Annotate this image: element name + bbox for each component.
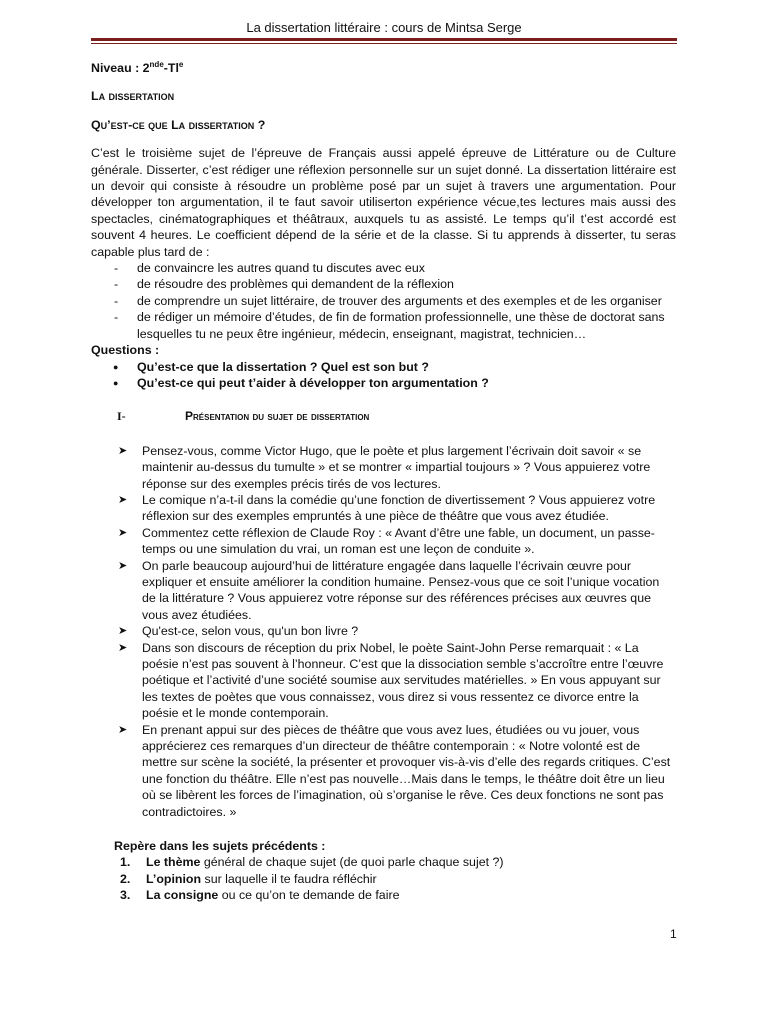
intro-paragraph: C’est le troisième sujet de l’épreuve de Français aussi appelé épreuve de Littérature ou de Culture générale. Disserter, c’est rédiger une réflexion personnelle sur un sujet donné. La dissertation littéraire est un devoir qui consiste à résoudre un problème posé par un sujet à travers une argumentation. Pour développer ton argumentation, il te faut savoir utiliserton expérience vécue,tes lectures mais aussi des spectacles, cinématographiques et théâtraux, auxquels tu as assisté. Le temps qu’il t’est accordé est souvent 4 heures. Le coefficient dépend de la série et de la classe. Si tu apprends à disserter, tu seras capable plus tard de : [91,146,676,259]
list-item: - de convaincre les autres quand tu discutes avec eux [91,260,676,276]
capabilities-list [91,260,676,342]
section-title: Présentation du sujet de dissertation [185,409,370,424]
list-item: ● Qu’est-ce que la dissertation ? Quel est son but ? [91,359,676,375]
list-item: 3. La consigne ou ce qu’on te demande de faire [120,888,400,903]
list-item: - de comprendre un sujet littéraire, de trouver des arguments et des exemples et de les organiser [91,293,676,309]
list-item: ➤ Dans son discours de réception du prix Nobel, le poète Saint-John Perse remarquait : « La poésie n’est pas souvent à l’honneur. C’est que la dissociation semble s’accroître entre l’œuvre poétique et l’activité d’une société soumise aux servitudes matérielles. » En vous appuyant sur les textes de poètes que vous connaissez, vous direz si vous ressentez ce divorce entre la poésie et le monde contemporain. [91,640,676,722]
list-item: ● Qu’est-ce qui peut t’aider à développer ton argumentation ? [91,375,676,391]
list-item: ➤ On parle beaucoup aujourd’hui de littérature engagée dans laquelle l’écrivain œuvre pour expliquer et ensuite améliorer la condition humaine. Pensez-vous que ce soit l’unique vocation de la littérature ? Vous appuierez votre réponse sur des références précises aux œuvres que vous avez étudiées. [91,558,676,624]
header-rule-thin [91,43,677,44]
heading-dissertation: La dissertation [91,89,175,104]
list-item: ➤ Le comique n’a-t-il dans la comédie qu’une fonction de divertissement ? Vous appuierez votre réflexion sur des exemples empruntés à une pièce de théâtre que vous avez étudiée. [91,492,676,525]
list-item: - de rédiger un mémoire d’études, de fin de formation professionnelle, une thèse de doctorat sans lesquelles tu ne peux être ingénieur, médecin, enseignant, magistrat, technicien… [91,309,676,342]
list-item: ➤ Qu'est-ce, selon vous, qu'un bon livre ? [91,623,676,639]
questions-title: Questions : [91,343,160,358]
page-number: 1 [670,927,677,941]
list-item: ➤ Pensez-vous, comme Victor Hugo, que le poète et plus largement l’écrivain doit savoir « se maintenir au-dessus du tumulte » et se montrer « impartial toujours » ? Vous appuierez votre réponse sur des exemples précis tirés de vos lectures. [91,443,676,492]
list-item: ➤ En prenant appui sur des pièces de théâtre que vous avez lues, étudiées ou vu jouer, vous apprécierez ces remarques d’un directeur de théâtre contemporain : « Notre volonté est de mettre sur scène la société, la présenter et provoquer vis-à-vis d’elle des regards critiques. C’est une fonction du théâtre. Elle n’est pas nouvelle…Mais dans le temps, le théâtre doit être un lieu où se libèrent les forces de l’imagination, où s’organise le rêve. Ces deux fonctions ne sont pas contradictoires. » [91,722,676,820]
list-item: ➤ Commentez cette réflexion de Claude Roy : « Avant d’être une fable, un document, un passe-temps ou une simulation du vrai, un roman est une leçon de conduite ». [91,525,676,558]
level-line: Niveau : 2nde-Tl$^e$ [91,59,184,75]
header-rule-thick [91,38,677,41]
document-body [91,60,676,904]
list-item: 2. L’opinion sur laquelle il te faudra réfléchir [120,871,377,886]
list-item: - de résoudre des problèmes qui demandent de la réflexion [91,276,676,292]
list-item: 1. Le thème général de chaque sujet (de quoi parle chaque sujet ?) [120,855,504,870]
section-number: I- [117,409,126,424]
subjects-list [91,443,676,820]
reperes-list [91,854,676,903]
page-header: La dissertation littéraire : cours de Mintsa Serge [246,20,522,35]
reperes-title: Repère dans les sujets précédents : [114,839,326,854]
heading-question: Qu’est-ce que La dissertation ? [91,117,266,132]
section-heading [91,408,676,424]
questions-list [91,359,676,392]
